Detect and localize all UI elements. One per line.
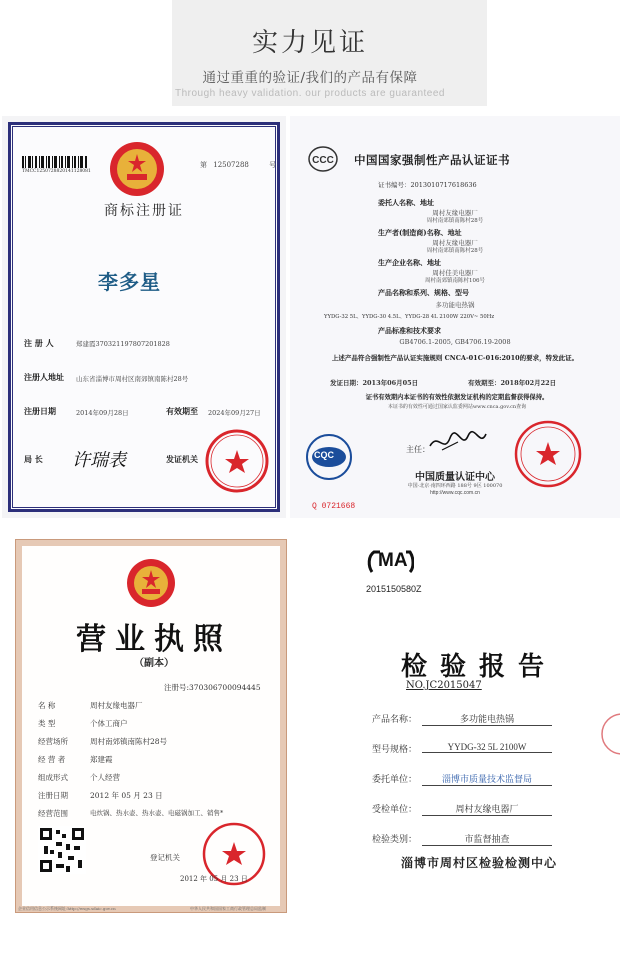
- license-footer-left: 企业信用信息公示系统网址:http://wsgs.sdaic.gov.cn: [18, 906, 116, 911]
- report-category-label: 检验类别：: [372, 835, 418, 845]
- ccc-valid-date: 有效期至：2018年02月22日: [468, 379, 557, 387]
- ccc-address: 中国·北京·南四环西路 188号 9区 100070: [407, 483, 503, 489]
- director-label: 局 长: [24, 454, 43, 464]
- report-inspected-label: 受检单位：: [372, 805, 418, 815]
- registrant-label: 注 册 人: [24, 338, 54, 348]
- reg-date-value: 2014年09月28日: [76, 409, 129, 417]
- issuer-label: 发证机关: [166, 454, 198, 464]
- ccc-product-name: 多功能电热锅: [435, 301, 475, 309]
- reg-date-label: 注册日期: [24, 406, 56, 416]
- national-emblem-icon: [122, 556, 180, 610]
- license-title: 营业执照: [76, 622, 232, 657]
- cqc-logo-text: CQC: [314, 450, 334, 460]
- license-reg-no: 注册号:370306700094445: [164, 683, 261, 692]
- report-model-label: 型号规格：: [372, 745, 418, 755]
- valid-until-value: 2024年09月27日: [208, 409, 261, 417]
- ccc-note: 证书有效期内本证书的有效性依据发证机构的定期监督获得保持。: [365, 394, 549, 401]
- partial-seal-icon: [598, 710, 620, 758]
- address-label: 注册人地址: [24, 372, 64, 382]
- cert-number: 12507288: [213, 161, 249, 169]
- license-scope-label: 经营范围: [38, 809, 68, 818]
- official-seal-icon: [204, 428, 270, 494]
- address-value: 山东省淄博市周村区南郊镇南陈村28号: [76, 375, 189, 383]
- license-subtitle: （副本）: [134, 658, 174, 669]
- page-subtitle-english: Through heavy validation. our products are guaranteed: [175, 88, 445, 99]
- ccc-factory-heading: 生产企业名称、地址: [378, 258, 441, 267]
- director-signature: 许瑞表: [72, 450, 126, 471]
- ccc-manufacturer-name: 周村友缘电器厂: [432, 239, 478, 247]
- license-form-value: 个人经营: [90, 773, 120, 782]
- report-title: 检验报告: [400, 652, 557, 682]
- license-type-value: 个体工商户: [90, 719, 128, 728]
- valid-until-label: 有效期至: [166, 406, 198, 416]
- ccc-rule: 上述产品符合强制性产品认证实施规则 CNCA-01C-016:2010的要求，特发此证。: [331, 354, 579, 362]
- ccc-issue-date: 发证日期：2013年06月05日: [330, 379, 419, 387]
- ccc-client-address: 周村南郊镇南陈村28号: [426, 218, 484, 224]
- ccc-factory-name: 周村佳美电器厂: [432, 269, 478, 277]
- ccc-note-2: 本证书的有效性可通过国家认监委网站www.cnca.gov.cn查询: [387, 404, 527, 410]
- ccc-client-name: 周村友缘电器厂: [432, 209, 478, 217]
- ccc-url: http://www.cqc.com.cn: [430, 490, 480, 496]
- ccc-manufacturer-address: 周村南郊镇南陈村28号: [426, 248, 484, 254]
- ccc-product-models: YYDG-32 5L、YYDG-30 4.5L、YYDG-28 4L 2100W 220V~ 50Hz: [324, 314, 495, 320]
- ccc-serial: Q 0721668: [312, 502, 356, 511]
- business-license: [4, 534, 288, 924]
- trademark-certificate: [2, 116, 286, 518]
- ccc-product-heading: 产品名称和系列、规格、型号: [378, 288, 469, 297]
- report-client-label: 委托单位：: [372, 775, 418, 785]
- report-product-label: 产品名称：: [372, 715, 418, 725]
- page-title: 实力见证: [251, 28, 368, 58]
- ccc-manufacturer-heading: 生产者(制造商)名称、地址: [378, 228, 462, 237]
- ccc-certificate: [290, 116, 620, 518]
- license-issue-date: 2012 年 05 月 23 日: [180, 875, 248, 883]
- license-date-label: 注册日期: [38, 791, 68, 800]
- cma-logo-text: MA: [378, 550, 408, 571]
- license-operator-value: 郑建霞: [90, 755, 113, 764]
- ccc-logo-icon: [308, 146, 338, 172]
- report-product-value: 多功能电热锅: [422, 712, 552, 726]
- report-client-value: 淄博市质量技术监督局: [422, 772, 552, 786]
- ccc-standard-heading: 产品标准和技术要求: [378, 326, 441, 335]
- page-subtitle: 通过重重的验证/我们的产品有保障: [202, 70, 418, 86]
- cma-number: 2015150580Z: [366, 584, 422, 594]
- license-date-value: 2012 年 05 月 23 日: [90, 791, 163, 800]
- report-number: NO.JC2015047: [406, 680, 482, 691]
- license-operator-label: 经 营 者: [38, 755, 66, 764]
- cert-number-suffix: 号: [269, 161, 277, 169]
- signature-icon: [428, 428, 488, 456]
- ccc-factory-address: 周村南郊镇南陈村106号: [425, 278, 485, 284]
- license-place-label: 经营场所: [38, 737, 68, 746]
- ccc-client-heading: 委托人名称、地址: [378, 198, 434, 207]
- report-model-value: YYDG-32 5L 2100W: [422, 742, 552, 753]
- report-inspected-value: 周村友缘电器厂: [422, 802, 552, 816]
- ccc-cert-no: 证书编号：2013010717618636: [378, 181, 477, 189]
- license-scope-value: 电炊锅、热水壶、热水壶、电磁锅加工、销售*: [90, 809, 224, 817]
- ccc-chief-label: 主任：: [406, 445, 430, 454]
- license-name-label: 名 称: [38, 701, 56, 710]
- registrant-value: 郑建霞370321197807201828: [76, 340, 170, 348]
- license-form-label: 组成形式: [38, 773, 68, 782]
- report-category-value: 市监督抽查: [422, 832, 552, 846]
- license-place-value: 周村南郊镇南陈村28号: [90, 737, 168, 746]
- certificate-title: 商标注册证: [104, 203, 184, 219]
- ccc-standard-value: GB4706.1-2005, GB4706.19-2008: [399, 338, 511, 346]
- license-name-value: 周村友缘电器厂: [90, 701, 143, 710]
- trademark-mark: 李多星: [98, 270, 161, 294]
- ccc-title: 中国国家强制性产品认证证书: [354, 153, 510, 167]
- license-type-label: 类 型: [38, 719, 56, 728]
- cert-number-prefix: 第: [200, 161, 207, 169]
- barcode-text: TMCC1250728820141128081: [22, 169, 91, 174]
- inspection-report: [338, 534, 620, 894]
- national-emblem-icon: [108, 140, 166, 198]
- license-footer-right: 中华人民共和国国家工商行政管理总局监制: [190, 906, 266, 911]
- report-organization: 淄博市周村区检验检测中心: [400, 856, 557, 870]
- license-issuer: 登记机关: [150, 853, 180, 862]
- ccc-center-name: 中国质量认证中心: [415, 472, 495, 483]
- svg-text:CCC: CCC: [312, 155, 334, 166]
- qr-code-icon: [38, 826, 86, 874]
